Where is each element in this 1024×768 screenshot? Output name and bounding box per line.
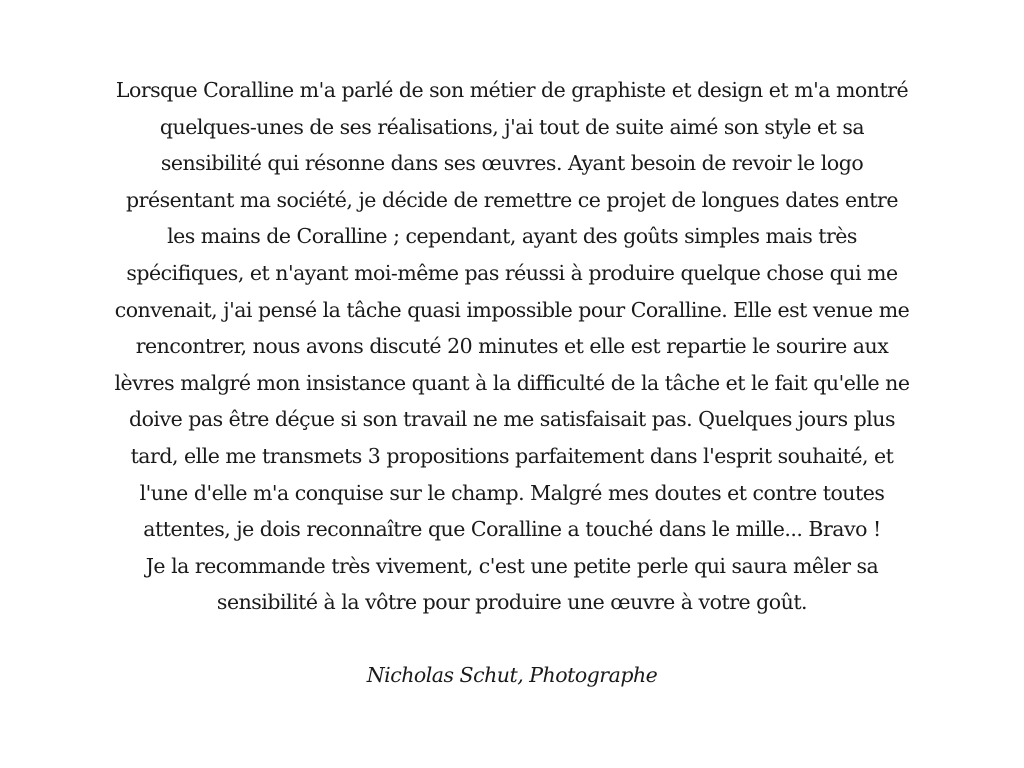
testimonial-line: sensibilité qui résonne dans ses œuvres. Ayant besoin de revoir le logo — [160, 151, 864, 176]
testimonial-line: rencontrer, nous avons discuté 20 minutes et elle est repartie le sourire aux — [135, 334, 889, 359]
testimonial-line: présentant ma société, je décide de remettre ce projet de longues dates entre — [126, 187, 898, 212]
testimonial-line: quelques-unes de ses réalisations, j'ai tout de suite aimé son style et sa — [159, 114, 865, 139]
testimonial-signature: Nicholas Schut, Photographe — [366, 662, 658, 687]
testimonial-line: Lorsque Coralline m'a parlé de son métier de graphiste et design et m'a montré — [115, 78, 909, 102]
testimonial-block — [0, 72, 1024, 693]
testimonial-line: attentes, je dois reconnaître que Coralline a touché dans le mille... Bravo ! — [143, 517, 881, 542]
testimonial-line: Je la recommande très vivement, c'est une petite perle qui saura mêler sa — [145, 553, 879, 578]
testimonial-line: spécifiques, et n'ayant moi-même pas réussi à produire quelque chose qui me — [126, 260, 898, 285]
testimonial-line: les mains de Coralline ; cependant, ayant des goûts simples mais très — [167, 224, 857, 249]
testimonial-line: doive pas être déçue si son travail ne me satisfaisait pas. Quelques jours plus — [128, 407, 896, 432]
testimonial-line: tard, elle me transmets 3 propositions parfaitement dans l'esprit souhaité, et — [130, 443, 894, 468]
testimonial-line: lèvres malgré mon insistance quant à la difficulté de la tâche et le fait qu'elle ne — [114, 370, 910, 395]
testimonial-line: convenait, j'ai pensé la tâche quasi impossible pour Coralline. Elle est venue me — [114, 297, 910, 322]
testimonial-line: l'une d'elle m'a conquise sur le champ. Malgré mes doutes et contre toutes — [139, 480, 885, 505]
testimonial-text — [0, 72, 1024, 621]
testimonial-line: sensibilité à la vôtre pour produire une œuvre à votre goût. — [216, 590, 808, 615]
